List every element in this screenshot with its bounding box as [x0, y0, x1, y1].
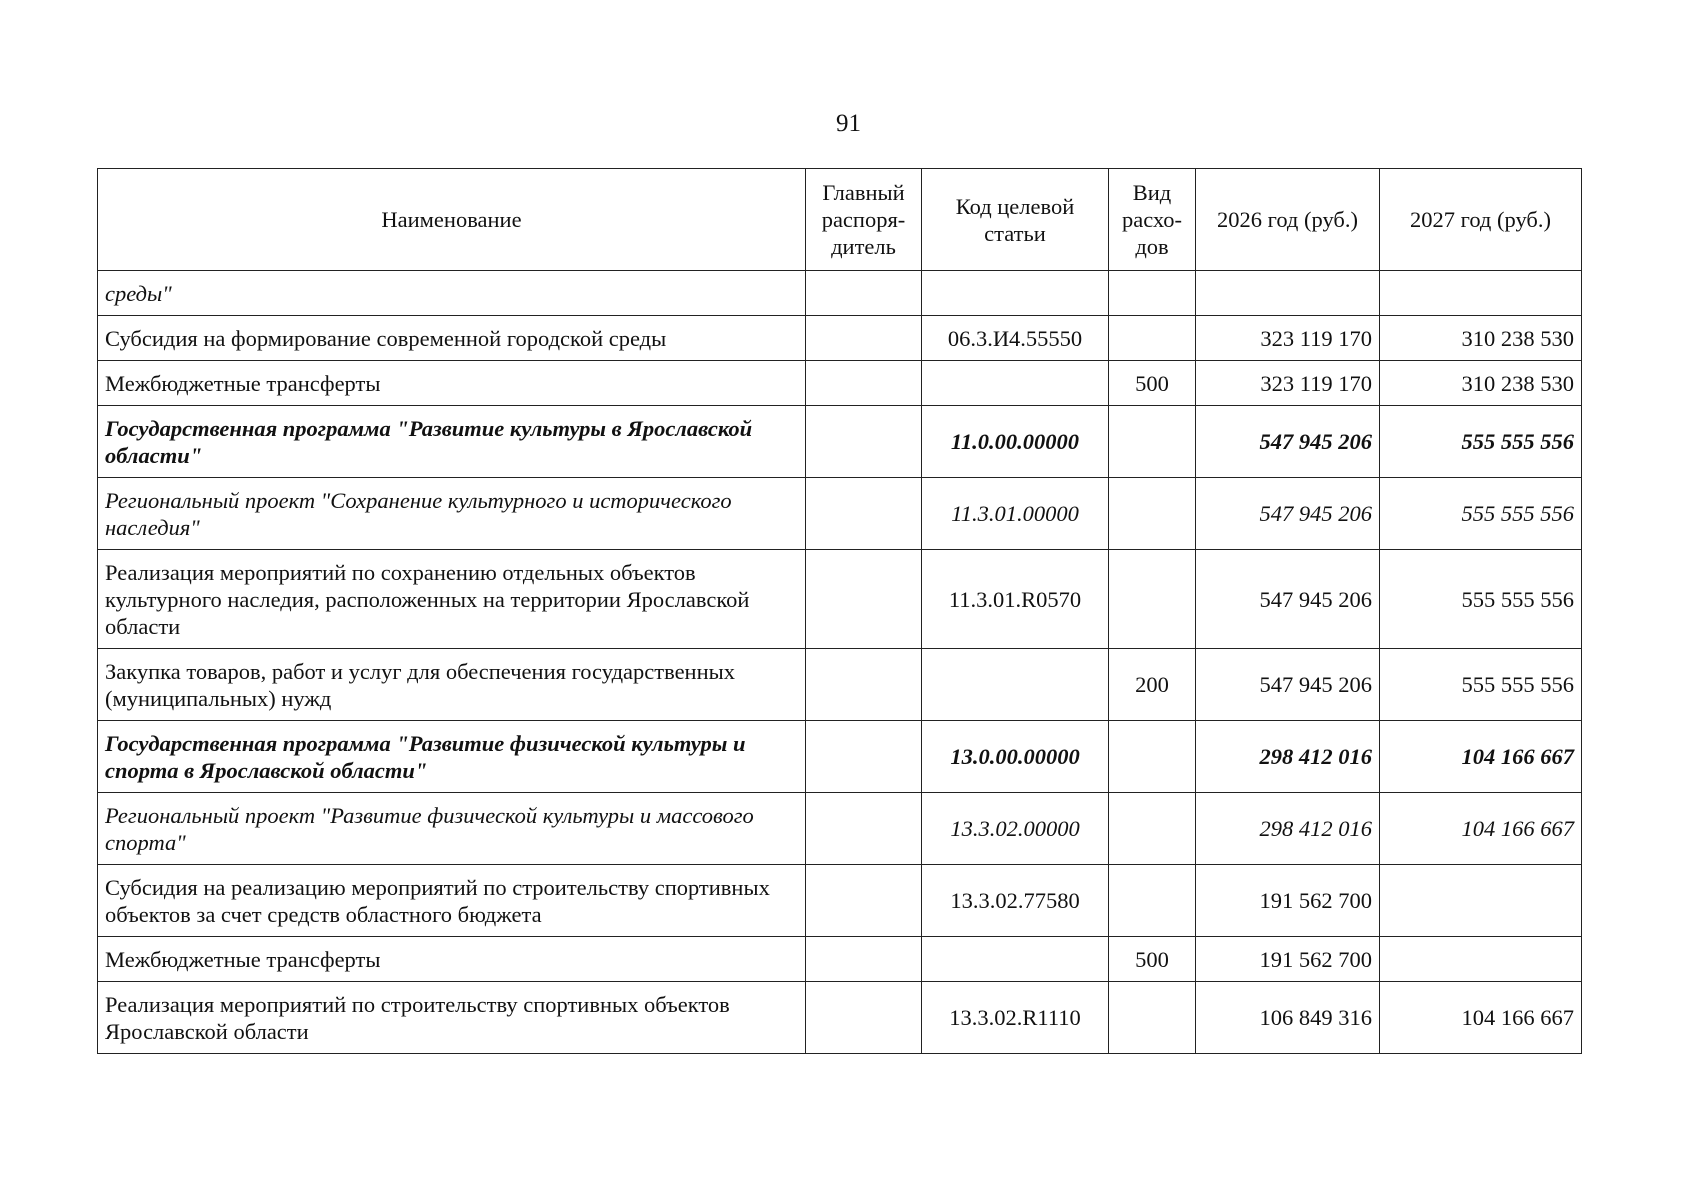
table-row	[98, 361, 1582, 406]
row-2026: 191 562 700	[1196, 865, 1380, 937]
row-code	[922, 361, 1109, 406]
row-code: 13.3.02.R1110	[922, 982, 1109, 1054]
row-manager	[806, 478, 922, 550]
row-type: 500	[1109, 937, 1196, 982]
row-name: Государственная программа "Развитие культуры в Ярославской области"	[98, 406, 806, 478]
row-name: Межбюджетные трансферты	[98, 937, 806, 982]
row-name: Региональный проект "Сохранение культурного и исторического наследия"	[98, 478, 806, 550]
row-code: 13.3.02.00000	[922, 793, 1109, 865]
table-row	[98, 316, 1582, 361]
table-row	[98, 271, 1582, 316]
row-manager	[806, 937, 922, 982]
row-code: 06.3.И4.55550	[922, 316, 1109, 361]
row-manager	[806, 550, 922, 649]
row-name: Реализация мероприятий по строительству спортивных объектов Ярославской области	[98, 982, 806, 1054]
row-2026: 298 412 016	[1196, 793, 1380, 865]
header-name: Наименование	[98, 169, 806, 271]
row-2026: 547 945 206	[1196, 550, 1380, 649]
row-code: 13.0.00.00000	[922, 721, 1109, 793]
row-type	[1109, 550, 1196, 649]
row-2027	[1380, 271, 1582, 316]
header-year-2027: 2027 год (руб.)	[1380, 169, 1582, 271]
header-main-manager: Главный распоря-дитель	[806, 169, 922, 271]
row-code: 11.0.00.00000	[922, 406, 1109, 478]
row-name: Государственная программа "Развитие физической культуры и спорта в Ярославской области"	[98, 721, 806, 793]
row-name: Межбюджетные трансферты	[98, 361, 806, 406]
row-name: Закупка товаров, работ и услуг для обеспечения государственных (муниципальных) нужд	[98, 649, 806, 721]
row-type: 200	[1109, 649, 1196, 721]
row-2027: 104 166 667	[1380, 982, 1582, 1054]
table-row	[98, 793, 1582, 865]
row-2026: 547 945 206	[1196, 406, 1380, 478]
row-code	[922, 649, 1109, 721]
row-2026: 323 119 170	[1196, 316, 1380, 361]
row-manager	[806, 865, 922, 937]
row-type	[1109, 982, 1196, 1054]
row-manager	[806, 316, 922, 361]
row-type	[1109, 478, 1196, 550]
row-type	[1109, 271, 1196, 316]
row-2027: 555 555 556	[1380, 550, 1582, 649]
row-2026: 298 412 016	[1196, 721, 1380, 793]
row-type	[1109, 316, 1196, 361]
row-name: среды"	[98, 271, 806, 316]
table-row	[98, 406, 1582, 478]
table-row	[98, 721, 1582, 793]
row-type	[1109, 865, 1196, 937]
row-code: 13.3.02.77580	[922, 865, 1109, 937]
row-manager	[806, 721, 922, 793]
table-header-row	[98, 169, 1582, 271]
row-manager	[806, 361, 922, 406]
row-2027: 104 166 667	[1380, 721, 1582, 793]
row-2026: 106 849 316	[1196, 982, 1380, 1054]
row-type	[1109, 721, 1196, 793]
row-2027	[1380, 937, 1582, 982]
row-2027: 555 555 556	[1380, 406, 1582, 478]
row-2027: 104 166 667	[1380, 793, 1582, 865]
row-2026	[1196, 271, 1380, 316]
row-name: Региональный проект "Развитие физической культуры и массового спорта"	[98, 793, 806, 865]
row-type	[1109, 406, 1196, 478]
table-row	[98, 649, 1582, 721]
header-target-code: Код целевой статьи	[922, 169, 1109, 271]
row-name: Реализация мероприятий по сохранению отдельных объектов культурного наследия, расположенных на территории Ярославской области	[98, 550, 806, 649]
row-code: 11.3.01.00000	[922, 478, 1109, 550]
budget-table	[97, 168, 1582, 1054]
row-2027: 310 238 530	[1380, 361, 1582, 406]
row-manager	[806, 271, 922, 316]
header-year-2026: 2026 год (руб.)	[1196, 169, 1380, 271]
row-code	[922, 271, 1109, 316]
row-2027: 555 555 556	[1380, 649, 1582, 721]
row-type: 500	[1109, 361, 1196, 406]
row-manager	[806, 406, 922, 478]
row-manager	[806, 982, 922, 1054]
row-manager	[806, 793, 922, 865]
row-2026: 547 945 206	[1196, 649, 1380, 721]
table-row	[98, 937, 1582, 982]
row-code: 11.3.01.R0570	[922, 550, 1109, 649]
row-2026: 323 119 170	[1196, 361, 1380, 406]
table-row	[98, 550, 1582, 649]
row-name: Субсидия на реализацию мероприятий по строительству спортивных объектов за счет средств областного бюджета	[98, 865, 806, 937]
table-row	[98, 982, 1582, 1054]
row-type	[1109, 793, 1196, 865]
row-name: Субсидия на формирование современной городской среды	[98, 316, 806, 361]
row-2027: 310 238 530	[1380, 316, 1582, 361]
table-row	[98, 865, 1582, 937]
row-code	[922, 937, 1109, 982]
row-2027	[1380, 865, 1582, 937]
page-number: 91	[836, 110, 861, 137]
header-expense-type: Вид расхо-дов	[1109, 169, 1196, 271]
row-2027: 555 555 556	[1380, 478, 1582, 550]
table-row	[98, 478, 1582, 550]
row-2026: 547 945 206	[1196, 478, 1380, 550]
row-manager	[806, 649, 922, 721]
row-2026: 191 562 700	[1196, 937, 1380, 982]
